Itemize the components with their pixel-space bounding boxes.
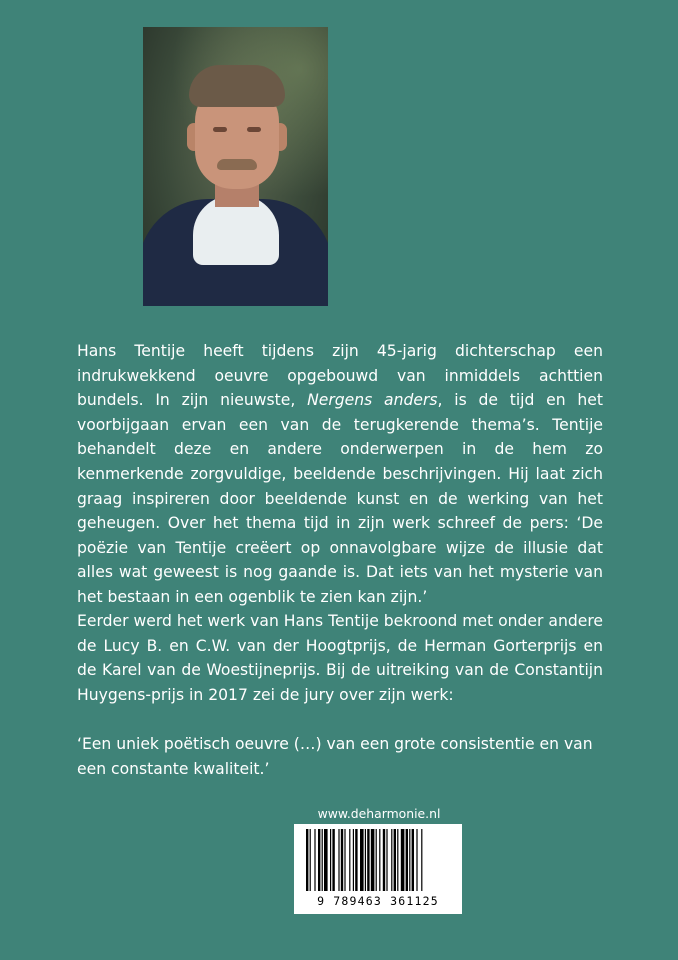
- barcode-bar: [421, 829, 422, 891]
- barcode-bar: [386, 829, 387, 891]
- barcode-bar: [383, 829, 385, 891]
- barcode-bar: [341, 829, 343, 891]
- jury-quote: ‘Een uniek poëtisch oeuvre (…) van een grote consistentie en van een constante kwaliteit.’: [77, 735, 593, 778]
- barcode-bar: [391, 829, 392, 891]
- barcode-bar: [409, 829, 410, 891]
- barcode-bar: [365, 829, 366, 891]
- barcode-bar: [314, 829, 315, 891]
- barcode-bar: [344, 829, 345, 891]
- book-title: Nergens anders: [307, 391, 438, 410]
- publisher-url[interactable]: www.deharmonie.nl: [317, 806, 441, 821]
- barcode-bar: [401, 829, 405, 891]
- blurb-paragraph-1: [77, 339, 603, 610]
- barcode-bar: [353, 829, 354, 891]
- barcode-bar: [355, 829, 357, 891]
- barcode-bar: [412, 829, 414, 891]
- barcode-bar: [318, 829, 320, 891]
- barcode-bar: [338, 829, 339, 891]
- barcode-bar: [394, 829, 396, 891]
- barcode-bar: [330, 829, 331, 891]
- author-photo: [143, 27, 328, 306]
- barcode-bar: [397, 829, 398, 891]
- blurb-paragraph-2: Eerder werd het werk van Hans Tentije bekroond met onder andere de Lucy B. en C.W. van der Hoogtprijs, de Herman Gorterprijs en de Karel van de Woestijneprijs. Bij de uitreiking van de Constantijn Huygens-prijs in 2017 zei de jury over zijn werk:: [77, 612, 603, 704]
- barcode-bar: [306, 829, 308, 891]
- barcode-bar: [349, 829, 350, 891]
- barcode-bars: [306, 829, 450, 893]
- barcode-bar: [360, 829, 364, 891]
- barcode-bar: [310, 829, 311, 891]
- barcode-bar: [322, 829, 323, 891]
- barcode: [294, 824, 462, 914]
- barcode-bar: [371, 829, 375, 891]
- isbn-number: 9 789463 361125: [317, 894, 439, 908]
- barcode-bar: [324, 829, 328, 891]
- blurb-paragraph-1-end: , is de tijd en het voorbijgaan ervan een van de terugkerende thema’s. Tentije behandelt deze en andere onderwerpen in de hem zo kenmerkende zorgvuldige, beeldende beschrijvingen. Hij laat zich graag inspireren door beeldende kunst en de werking van het geheugen. Over het thema tijd in zijn werk schreef de pers: ‘De poëzie van Tentije creëert op onnavolgbare wijze de illusie dat alles wat geweest is nog gaande is. Dat iets van het mysterie van het bestaan in een ogenblik te zien kan zijn.’: [77, 391, 603, 606]
- barcode-bar: [406, 829, 408, 891]
- barcode-bar: [332, 829, 334, 891]
- blurb-paragraph-1-start: Hans Tentije heeft tijdens zijn 45-jarig dichterschap een indrukwekkend oeuvre opgebouwd van inmiddels achttien bundels. In zijn nieuwste,: [77, 342, 603, 410]
- barcode-bar: [376, 829, 377, 891]
- barcode-bar: [416, 829, 417, 891]
- barcode-bar: [367, 829, 369, 891]
- barcode-bar: [379, 829, 380, 891]
